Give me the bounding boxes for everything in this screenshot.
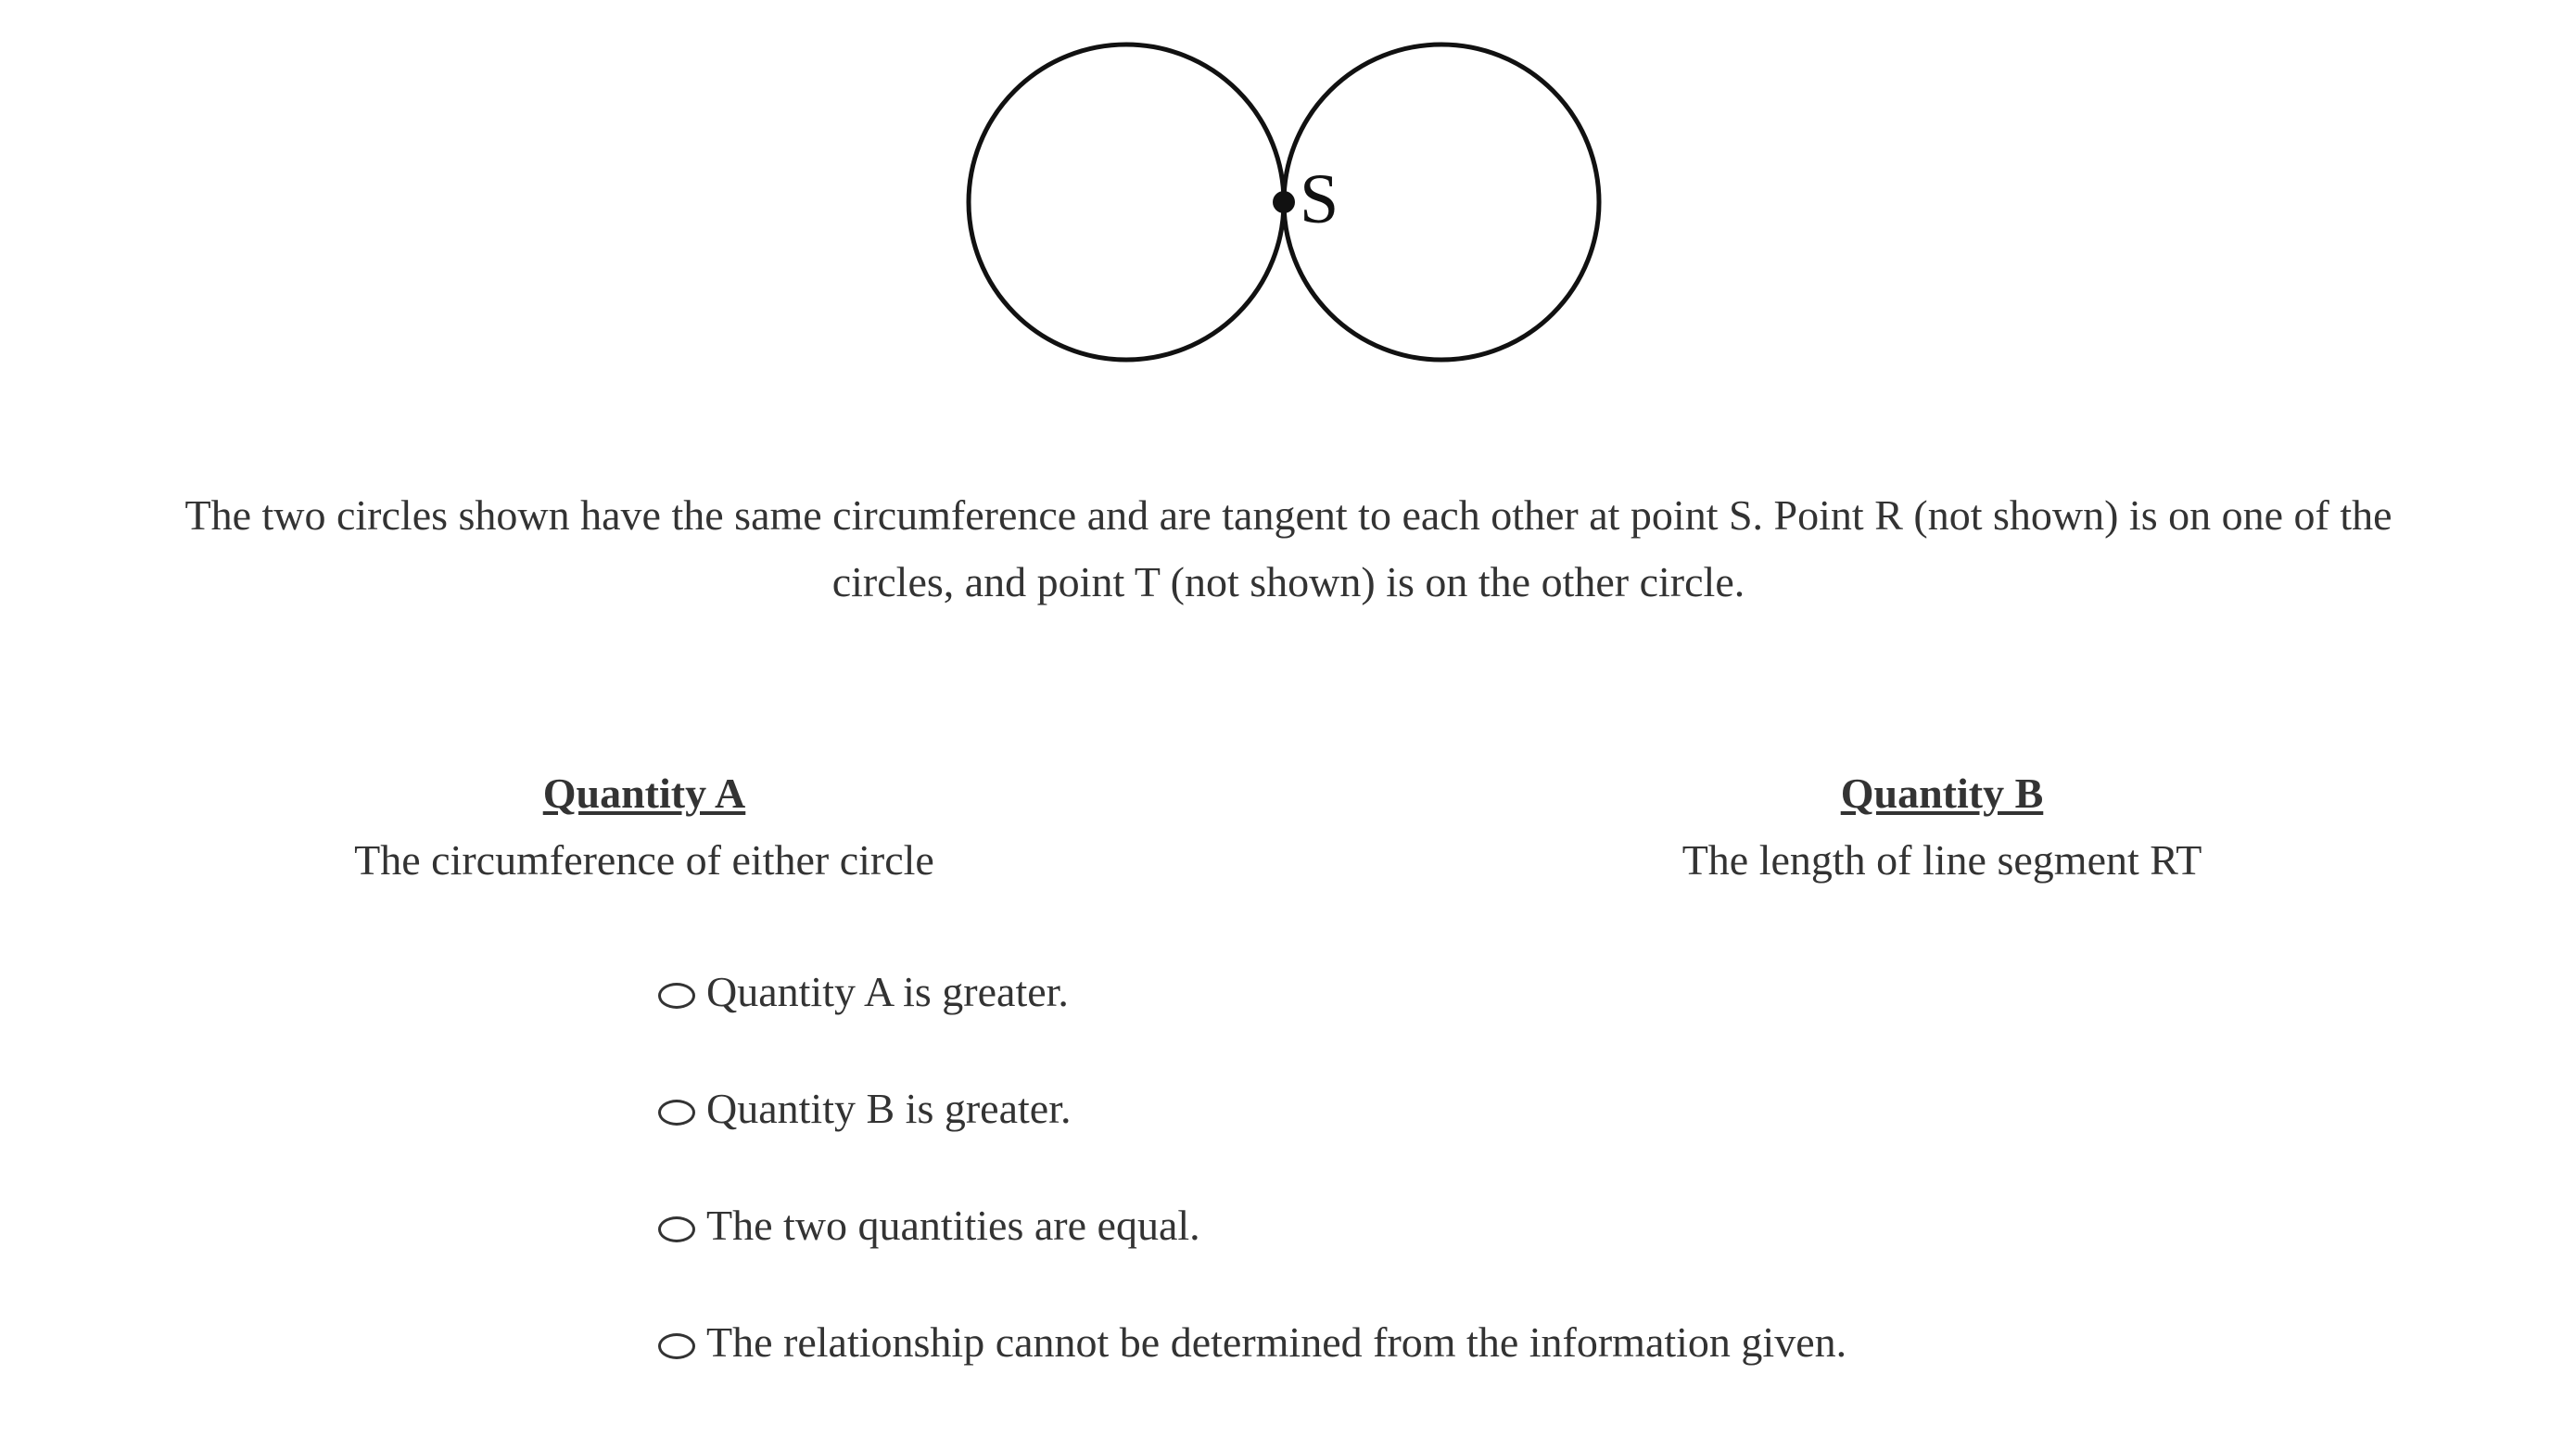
radio-button-d[interactable]	[658, 1333, 695, 1359]
answer-choice-b-label[interactable]: Quantity B is greater.	[706, 1085, 1072, 1132]
question-stem: The two circles shown have the same circumference and are tangent to each other at point S. Point R (not shown) is on one of the circles, and point T (not shown) is on the other circle.	[184, 491, 2392, 605]
quantity-b-title: Quantity B	[1840, 770, 2044, 817]
quantity-a-title: Quantity A	[542, 770, 746, 817]
quantity-b-text: The length of line segment RT	[1681, 836, 2202, 884]
answer-choice-b[interactable]	[658, 1076, 2141, 1141]
answer-choice-c[interactable]	[658, 1193, 2141, 1258]
radio-button-a[interactable]	[658, 983, 695, 1009]
answer-choice-a[interactable]	[658, 960, 2141, 1025]
radio-button-b[interactable]	[658, 1100, 695, 1126]
answer-choice-c-label[interactable]: The two quantities are equal.	[706, 1202, 1200, 1249]
quantity-b-column	[1478, 760, 2405, 894]
answer-choices	[658, 960, 2141, 1427]
answer-choice-d-label[interactable]: The relationship cannot be determined from the information given.	[706, 1318, 1847, 1366]
answer-choice-d[interactable]	[658, 1310, 2141, 1375]
answer-choice-a-label[interactable]: Quantity A is greater.	[706, 968, 1069, 1015]
quantity-a-column	[181, 760, 1108, 894]
point-s-label: S	[1300, 160, 1339, 238]
point-s-dot	[1273, 191, 1295, 213]
circles-diagram	[955, 28, 1622, 380]
quantity-a-text: The circumference of either circle	[354, 836, 934, 884]
radio-button-c[interactable]	[658, 1216, 695, 1242]
left-circle	[969, 45, 1284, 360]
tangent-circles-figure	[955, 28, 1622, 380]
